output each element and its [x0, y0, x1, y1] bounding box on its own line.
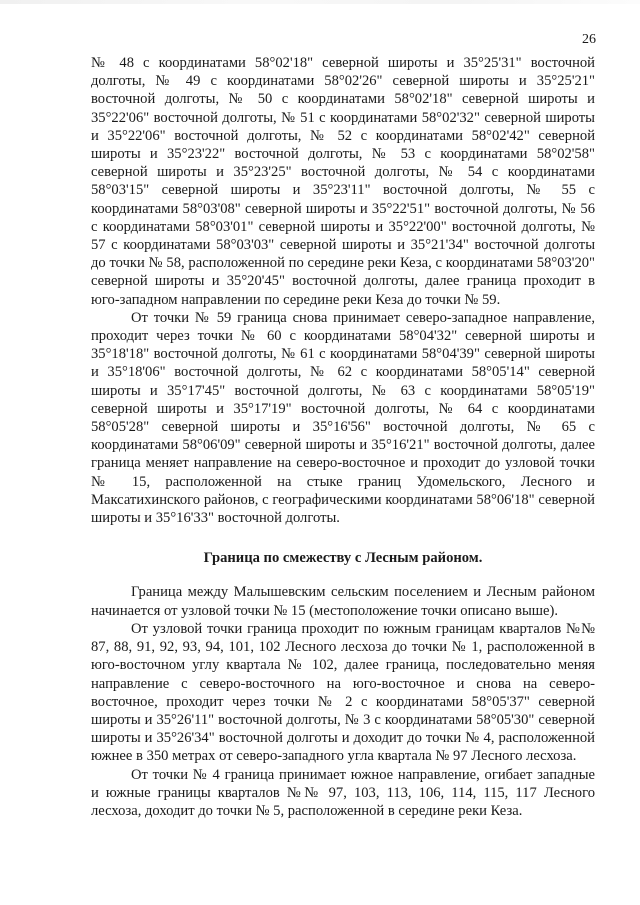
scan-edge-mark	[0, 0, 640, 4]
paragraph-border-start: Граница между Малышевским сельским поселением и Лесным районом начинается от узловой точки № 15 (местоположение точки описано выше).	[91, 584, 595, 619]
paragraph-points-48-59: № 48 с координатами 58°02'18" северной широты и 35°25'31" восточной долготы, № 49 с координатами 58°02'26" северной широты и 35°25'21" восточной долготы, № 50 с координатами 58°02'18" северной широты и 35°22'06" восточной долготы, № 51 с координатами 58°02'32" северной широты и 35°22'06" восточной долготы, № 52 с координатами 58°02'42" северной широты и 35°23'22" восточной долготы, № 53 с координатами 58°02'58" северной широты и 35°23'25" восточной долготы, № 54 с координатами 58°03'15" северной широты и 35°23'11" восточной долготы, № 55 с координатами 58°03'08" северной широты и 35°22'51" восточной долготы, № 56 с координатами 58°03'01" северной широты и 35°22'00" восточной долготы, № 57 с координатами 58°03'03" северной широты и 35°21'34" восточной долготы до точки № 58, расположенной по середине реки Кеза, с координатами 58°03'20" северной широты и 35°20'45" восточной долготы, далее граница проходит в юго-западном направлении по середине реки Кеза до точки № 59.	[91, 55, 595, 308]
paragraph-point-4-south: От точки № 4 граница принимает южное направление, огибает западные и южные границы кварталов №№ 97, 103, 113, 106, 114, 115, 117 Лесного лесхоза, доходит до точки № 5, расположенной в середине реки Кеза.	[91, 766, 595, 819]
paragraph-quarters-south: От узловой точки граница проходит по южным границам кварталов №№ 87, 88, 91, 92, 93, 94, 101, 102 Лесного лесхоза до точки № 1, расположенной в юго-восточном углу квартала № 102, далее граница, последовательно меняя направление с северо-восточного на юго-восточное и снова на северо-восточное, проходит через точки № 2 с координатами 58°05'37" северной широты и 35°26'11" восточной долготы, № 3 с координатами 58°05'30" северной широты и 35°26'34" восточной долготы и доходит до точки № 4, расположенной южнее в 350 метрах от северо-западного угла квартала № 97 Лесного лесхоза.	[91, 620, 595, 765]
section-heading: Граница по смежеству с Лесным районом.	[203, 550, 483, 567]
document-body	[91, 54, 595, 820]
page-number: 26	[582, 32, 596, 47]
paragraph-points-59-15: От точки № 59 граница снова принимает северо-западное направление, проходит через точки № 60 с координатами 58°04'32" северной широты и 35°18'18" восточной долготы, № 61 с координатами 58°04'39" северной широты и 35°18'06" восточной долготы, № 62 с координатами 58°05'14" северной широты и 35°17'45" восточной долготы, № 63 с координатами 58°05'19" северной широты и 35°17'19" восточной долготы, № 64 с координатами 58°05'28" северной широты и 35°16'56" восточной долготы, № 65 с координатами 58°06'09" северной широты и 35°16'21" восточной долготы, далее граница меняет направление на северо-восточное и проходит до узловой точки № 15, расположенной на стыке границ Удомельского, Лесного и Максатихинского районов, с географическими координатами 58°06'18" северной широты и 35°16'33" восточной долготы.	[91, 309, 595, 527]
